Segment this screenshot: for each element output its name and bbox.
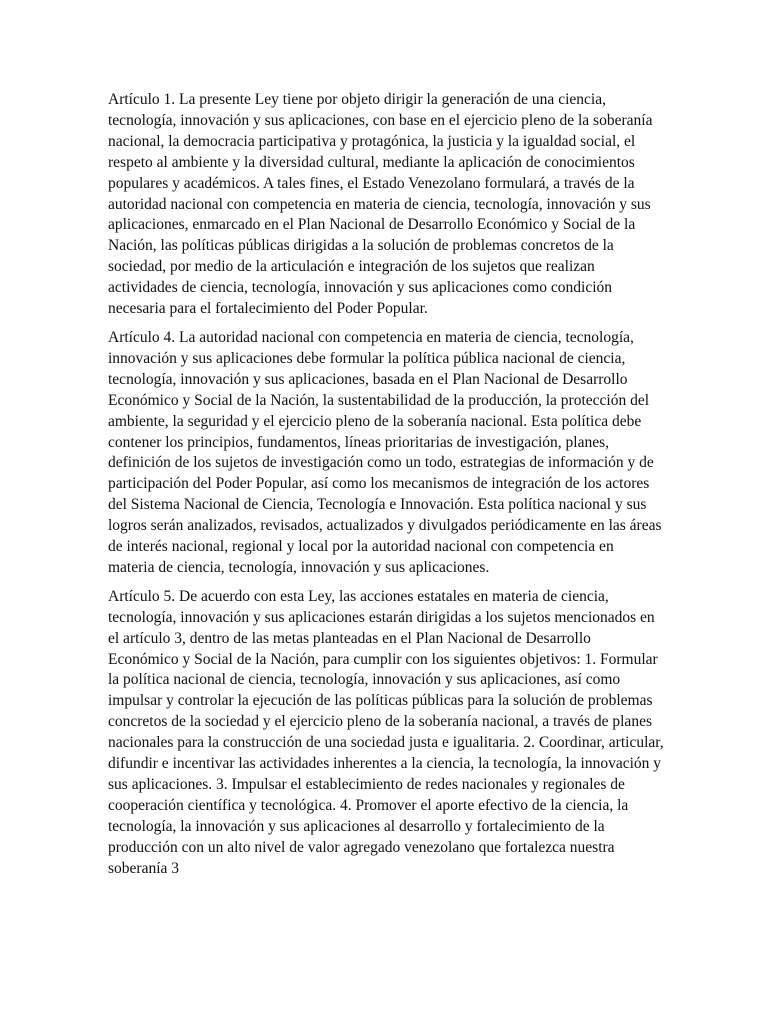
- article-1-paragraph: Artículo 1. La presente Ley tiene por objeto dirigir la generación de una ciencia, tecnología, innovación y sus aplicaciones, con base en el ejercicio pleno de la soberanía nacional, la democracia participativa y protagónica, la justicia y la igualdad social, el respeto al ambiente y la diversidad cultural, mediante la aplicación de conocimientos populares y académicos. A tales fines, el Estado Venezolano formulará, a través de la autoridad nacional con competencia en materia de ciencia, tecnología, innovación y sus aplicaciones, enmarcado en el Plan Nacional de Desarrollo Económico y Social de la Nación, las políticas públicas dirigidas a la solución de problemas concretos de la sociedad, por medio de la articulación e integración de los sujetos que realizan actividades de ciencia, tecnología, innovación y sus aplicaciones como condición necesaria para el fortalecimiento del Poder Popular.: [108, 91, 653, 318]
- article-4-paragraph: Artículo 4. La autoridad nacional con competencia en materia de ciencia, tecnología, innovación y sus aplicaciones debe formular la política pública nacional de ciencia, tecnología, innovación y sus aplicaciones, basada en el Plan Nacional de Desarrollo Económico y Social de la Nación, la sustentabilidad de la producción, la protección del ambiente, la seguridad y el ejercicio pleno de la soberanía nacional. Esta política debe contener los principios, fundamentos, líneas prioritarias de investigación, planes, definición de los sujetos de investigación como un todo, estrategias de información y de participación del Poder Popular, así como los mecanismos de integración de los actores del Sistema Nacional de Ciencia, Tecnología e Innovación. Esta política nacional y sus logros serán analizados, revisados, actualizados y divulgados periódicamente en las áreas de interés nacional, regional y local por la autoridad nacional con competencia en materia de ciencia, tecnología, innovación y sus aplicaciones.: [108, 328, 662, 576]
- article-5-paragraph: Artículo 5. De acuerdo con esta Ley, las acciones estatales en materia de ciencia, tecnología, innovación y sus aplicaciones estarán dirigidas a los sujetos mencionados en el artículo 3, dentro de las metas planteadas en el Plan Nacional de Desarrollo Económico y Social de la Nación, para cumplir con los siguientes objetivos: 1. Formular la política nacional de ciencia, tecnología, innovación y sus aplicaciones, así como impulsar y controlar la ejecución de las políticas públicas para la solución de problemas concretos de la sociedad y el ejercicio pleno de la soberanía nacional, a través de planes nacionales para la construcción de una sociedad justa e igualitaria. 2. Coordinar, articular, difundir e incentivar las actividades inherentes a la ciencia, la tecnología, la innovación y sus aplicaciones. 3. Impulsar el establecimiento de redes nacionales y regionales de cooperación científica y tecnológica. 4. Promover el aporte efectivo de la ciencia, la tecnología, la innovación y sus aplicaciones al desarrollo y fortalecimiento de la producción con un alto nivel de valor agregado venezolano que fortalezca nuestra soberanía 3: [108, 587, 664, 877]
- document-page: [108, 90, 664, 888]
